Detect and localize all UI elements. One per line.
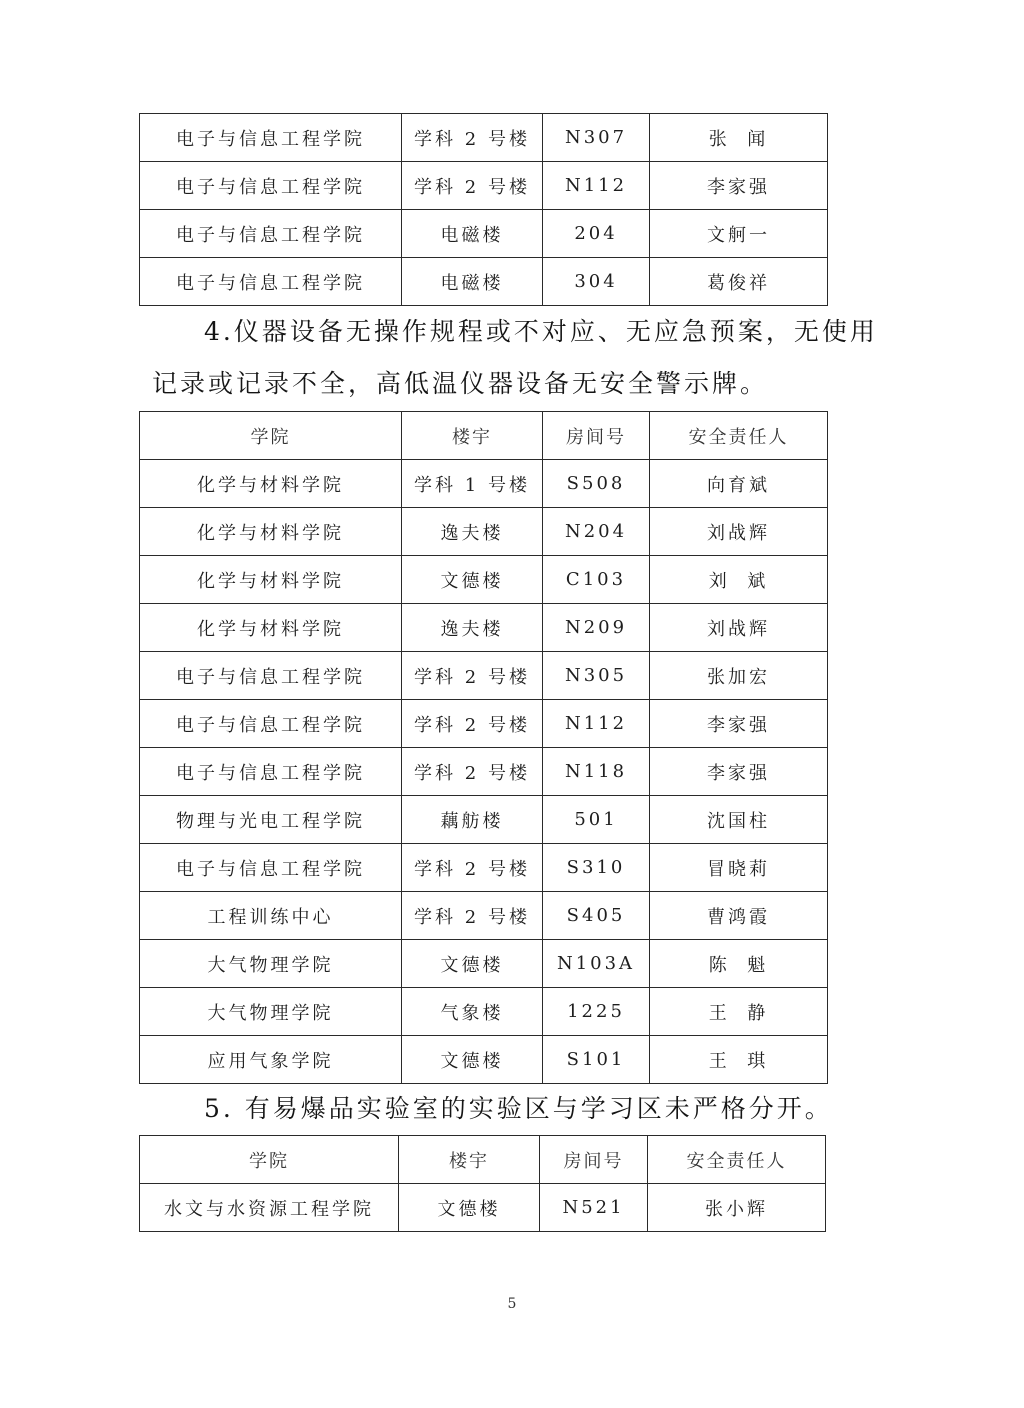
cell-building: 学科 2 号楼 <box>402 652 543 700</box>
column-header: 楼宇 <box>399 1136 540 1184</box>
table-row <box>140 940 828 988</box>
table-section-4 <box>139 411 828 1084</box>
cell-college: 应用气象学院 <box>140 1036 402 1084</box>
column-header: 房间号 <box>543 412 650 460</box>
cell-college: 水文与水资源工程学院 <box>140 1184 399 1232</box>
cell-room: S508 <box>543 460 650 508</box>
cell-room: N112 <box>543 162 650 210</box>
cell-building: 学科 2 号楼 <box>402 844 543 892</box>
page-number: 5 <box>507 1296 517 1312</box>
section-4-line-2: 记录或记录不全，高低温仪器设备无安全警示牌。 <box>152 369 769 398</box>
cell-building: 逸夫楼 <box>402 604 543 652</box>
table-row <box>140 1184 826 1232</box>
cell-college: 化学与材料学院 <box>140 460 402 508</box>
cell-college: 电子与信息工程学院 <box>140 844 402 892</box>
cell-person: 张加宏 <box>650 652 828 700</box>
cell-building: 电磁楼 <box>402 210 543 258</box>
cell-room: S310 <box>543 844 650 892</box>
cell-building: 文德楼 <box>402 556 543 604</box>
section-5-line-1: 5. 有易爆品实验室的实验区与学习区未严格分开。 <box>204 1094 833 1123</box>
cell-person: 张 闻 <box>650 114 828 162</box>
table-row <box>140 748 828 796</box>
cell-building: 学科 2 号楼 <box>402 162 543 210</box>
cell-building: 学科 1 号楼 <box>402 460 543 508</box>
cell-college: 电子与信息工程学院 <box>140 210 402 258</box>
column-header: 安全责任人 <box>650 412 828 460</box>
cell-college: 工程训练中心 <box>140 892 402 940</box>
cell-person: 李家强 <box>650 700 828 748</box>
cell-room: C103 <box>543 556 650 604</box>
cell-building: 学科 2 号楼 <box>402 892 543 940</box>
cell-room: 501 <box>543 796 650 844</box>
column-header: 安全责任人 <box>648 1136 826 1184</box>
cell-person: 沈国柱 <box>650 796 828 844</box>
table-header-row <box>140 1136 826 1184</box>
column-header: 学院 <box>140 1136 399 1184</box>
cell-building: 学科 2 号楼 <box>402 114 543 162</box>
cell-building: 学科 2 号楼 <box>402 700 543 748</box>
table-row <box>140 652 828 700</box>
cell-room: N103A <box>543 940 650 988</box>
cell-college: 电子与信息工程学院 <box>140 162 402 210</box>
cell-room: 204 <box>543 210 650 258</box>
cell-room: N209 <box>543 604 650 652</box>
cell-person: 刘战辉 <box>650 604 828 652</box>
cell-college: 化学与材料学院 <box>140 556 402 604</box>
cell-building: 文德楼 <box>399 1184 540 1232</box>
cell-person: 李家强 <box>650 162 828 210</box>
cell-person: 刘 斌 <box>650 556 828 604</box>
cell-college: 电子与信息工程学院 <box>140 652 402 700</box>
column-header: 学院 <box>140 412 402 460</box>
table-section-5 <box>139 1135 826 1232</box>
cell-room: 304 <box>543 258 650 306</box>
cell-college: 化学与材料学院 <box>140 604 402 652</box>
table-row <box>140 1036 828 1084</box>
cell-building: 电磁楼 <box>402 258 543 306</box>
cell-college: 大气物理学院 <box>140 940 402 988</box>
cell-person: 张小辉 <box>648 1184 826 1232</box>
cell-room: N521 <box>540 1184 648 1232</box>
table-row <box>140 700 828 748</box>
cell-building: 逸夫楼 <box>402 508 543 556</box>
table-row <box>140 162 828 210</box>
table-row <box>140 114 828 162</box>
column-header: 房间号 <box>540 1136 648 1184</box>
cell-room: N204 <box>543 508 650 556</box>
cell-college: 电子与信息工程学院 <box>140 748 402 796</box>
cell-person: 王 静 <box>650 988 828 1036</box>
cell-building: 藕舫楼 <box>402 796 543 844</box>
cell-room: S405 <box>543 892 650 940</box>
cell-person: 向育斌 <box>650 460 828 508</box>
cell-person: 王 琪 <box>650 1036 828 1084</box>
cell-person: 冒晓莉 <box>650 844 828 892</box>
table-header-row <box>140 412 828 460</box>
cell-building: 文德楼 <box>402 1036 543 1084</box>
table-row <box>140 604 828 652</box>
cell-room: N307 <box>543 114 650 162</box>
cell-person: 曹鸿霞 <box>650 892 828 940</box>
table-row <box>140 556 828 604</box>
cell-building: 文德楼 <box>402 940 543 988</box>
cell-person: 陈 魁 <box>650 940 828 988</box>
cell-room: N118 <box>543 748 650 796</box>
table-row <box>140 460 828 508</box>
column-header: 楼宇 <box>402 412 543 460</box>
cell-person: 李家强 <box>650 748 828 796</box>
cell-person: 葛俊祥 <box>650 258 828 306</box>
cell-college: 电子与信息工程学院 <box>140 258 402 306</box>
cell-college: 化学与材料学院 <box>140 508 402 556</box>
cell-room: 1225 <box>543 988 650 1036</box>
table-row <box>140 844 828 892</box>
cell-college: 电子与信息工程学院 <box>140 700 402 748</box>
cell-person: 文舸一 <box>650 210 828 258</box>
table-row <box>140 258 828 306</box>
cell-college: 大气物理学院 <box>140 988 402 1036</box>
table-row <box>140 508 828 556</box>
cell-building: 气象楼 <box>402 988 543 1036</box>
table-row <box>140 892 828 940</box>
table-continued <box>139 113 828 306</box>
cell-person: 刘战辉 <box>650 508 828 556</box>
table-row <box>140 988 828 1036</box>
section-4-line-1: 4.仪器设备无操作规程或不对应、无应急预案，无使用 <box>204 317 878 346</box>
table-row <box>140 796 828 844</box>
cell-room: N112 <box>543 700 650 748</box>
cell-room: S101 <box>543 1036 650 1084</box>
table-row <box>140 210 828 258</box>
cell-building: 学科 2 号楼 <box>402 748 543 796</box>
cell-college: 物理与光电工程学院 <box>140 796 402 844</box>
cell-room: N305 <box>543 652 650 700</box>
cell-college: 电子与信息工程学院 <box>140 114 402 162</box>
